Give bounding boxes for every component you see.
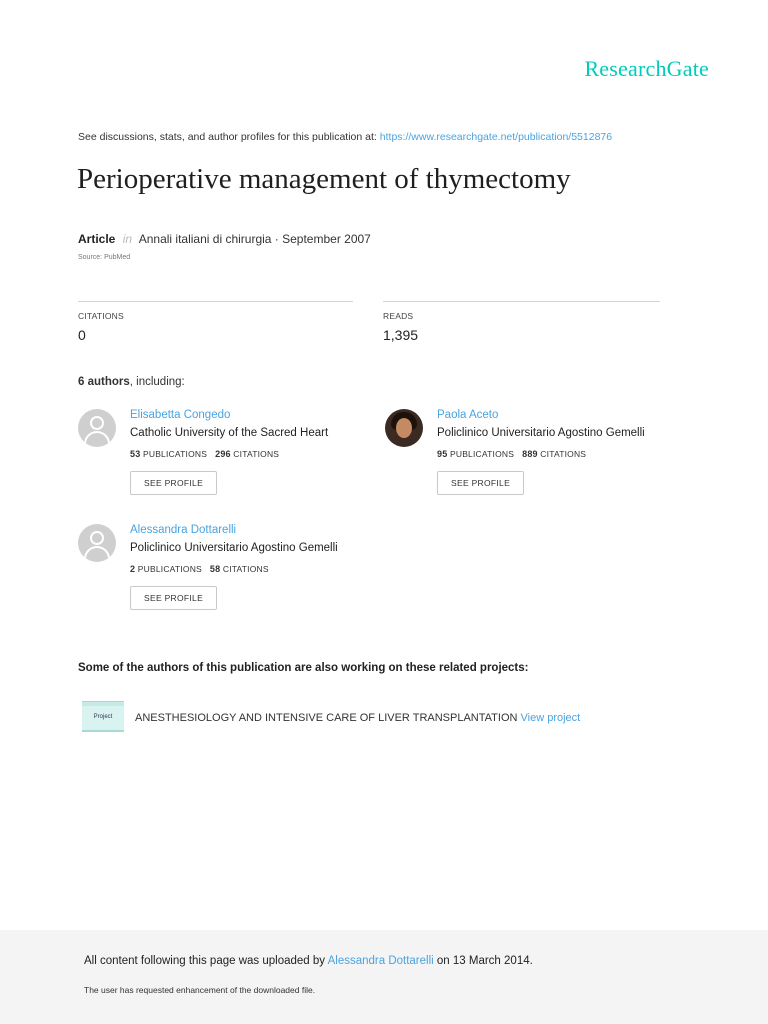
citations-label: CITATIONS [222, 564, 269, 574]
author-institution: Policlinico Universitario Agostino Gemelli [130, 542, 338, 554]
upload-info [84, 955, 533, 967]
see-profile-button[interactable]: SEE PROFILE [437, 471, 524, 495]
researchgate-logo[interactable]: ResearchGate [584, 56, 709, 81]
uploader-link[interactable]: Alessandra Dottarelli [327, 955, 434, 967]
intro-text: See discussions, stats, and author profiles for this publication at: [78, 131, 377, 143]
article-type: Article [78, 232, 116, 246]
project-folder-icon[interactable] [82, 701, 124, 732]
in-label: in [122, 232, 133, 246]
upload-prefix: All content following this page was uploaded by [84, 955, 326, 967]
authors-count: 6 authors [78, 376, 130, 388]
author-publications-count: 95 [437, 449, 448, 459]
related-projects-heading: Some of the authors of this publication are also working on these related projects: [78, 662, 529, 674]
author-institution: Policlinico Universitario Agostino Gemelli [437, 427, 645, 439]
enhancement-note: The user has requested enhancement of the downloaded file. [84, 985, 316, 995]
citations-label: CITATIONS [233, 449, 280, 459]
author-citations-count: 889 [522, 449, 538, 459]
author-stats [130, 564, 338, 574]
author-stats [437, 449, 645, 459]
author-publications-count: 2 [130, 564, 136, 574]
article-source: Source: PubMed [78, 254, 131, 261]
publications-label: PUBLICATIONS [142, 449, 208, 459]
avatar-placeholder-icon[interactable] [78, 409, 116, 447]
publication-url-link[interactable]: https://www.researchgate.net/publication/5512876 [379, 131, 613, 143]
author-name-link[interactable]: Paola Aceto [437, 409, 499, 421]
project-line [135, 712, 580, 724]
reads-value: 1,395 [383, 327, 419, 343]
see-profile-button[interactable]: SEE PROFILE [130, 471, 217, 495]
author-publications-count: 53 [130, 449, 141, 459]
author-name-link[interactable]: Elisabetta Congedo [130, 409, 231, 421]
author-institution: Catholic University of the Sacred Heart [130, 427, 329, 439]
author-citations-count: 296 [215, 449, 231, 459]
intro-line [78, 131, 698, 143]
footer [0, 930, 768, 1024]
see-profile-button[interactable]: SEE PROFILE [130, 586, 217, 610]
author-name-link[interactable]: Alessandra Dottarelli [130, 524, 237, 536]
publications-label: PUBLICATIONS [449, 449, 515, 459]
article-meta [78, 232, 371, 246]
project-title: ANESTHESIOLOGY AND INTENSIVE CARE OF LIVER TRANSPLANTATION [135, 712, 518, 724]
avatar-photo[interactable] [385, 409, 423, 447]
citations-stat [78, 301, 353, 343]
citations-label: CITATIONS [540, 449, 587, 459]
upload-suffix: on 13 March 2014. [436, 955, 533, 967]
author-citations-count: 58 [209, 564, 221, 574]
reads-label: READS [383, 311, 414, 321]
citations-value: 0 [78, 327, 86, 343]
article-title: Perioperative management of thymectomy [77, 163, 571, 195]
citations-label: CITATIONS [78, 311, 124, 321]
authors-suffix: , including: [129, 376, 185, 388]
project-icon-label: Project [93, 714, 113, 720]
author-stats [130, 449, 328, 459]
avatar-placeholder-icon[interactable] [78, 524, 116, 562]
authors-heading [78, 376, 185, 388]
reads-stat [383, 301, 660, 343]
view-project-link[interactable]: View project [520, 712, 581, 724]
journal-date: Annali italiani di chirurgia · September 2007 [138, 232, 371, 246]
publications-label: PUBLICATIONS [137, 564, 202, 574]
